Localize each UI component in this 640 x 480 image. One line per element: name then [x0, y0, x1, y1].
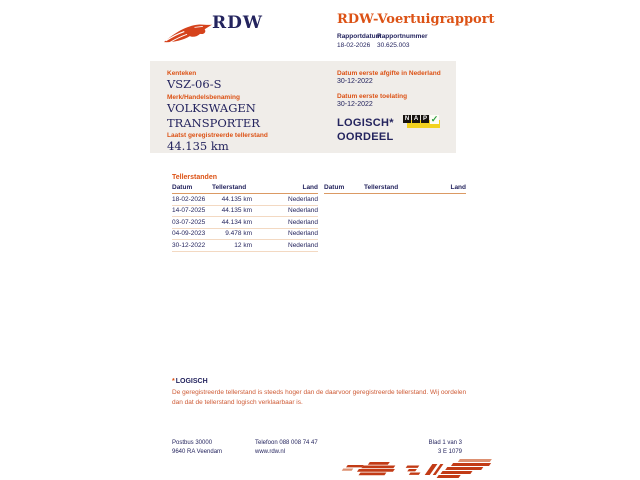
make-value-line2: TRANSPORTER — [167, 116, 260, 130]
col-header-datum: Datum — [324, 184, 345, 191]
footnote-heading — [172, 378, 208, 385]
first-issue-value: 30-12-2022 — [337, 78, 373, 85]
cell-tellerstand: 44.135 km — [221, 195, 252, 203]
cell-datum: 14-07-2025 — [172, 207, 206, 215]
make-value-line1: VOLKSWAGEN — [167, 101, 256, 115]
table-header-row — [172, 183, 318, 194]
footnote-text: De geregistreerde tellerstand is steeds hoger dan de daarvoor geregistreerde tellerstand. Wij oordelen dan dat de tellerstand logisch verklaarbaar is. — [172, 389, 467, 406]
vehicle-summary-box — [150, 61, 456, 153]
nap-letter-a: A — [413, 116, 419, 122]
footer-phone: Telefoon 088 008 74 47 — [255, 440, 318, 446]
rdw-logo-text: RDW — [212, 13, 263, 33]
verdict-line1: LOGISCH* — [337, 117, 394, 129]
nap-logo — [403, 115, 443, 133]
col-header-tellerstand: Tellerstand — [212, 184, 247, 191]
table-row — [172, 229, 318, 241]
odometer-table-right-empty — [324, 183, 466, 194]
license-plate-value: VSZ-06-S — [167, 77, 222, 91]
cell-land: Nederland — [288, 195, 318, 203]
footer-address-line1: Postbus 30000 — [172, 440, 213, 446]
report-date-value: 18-02-2026 — [337, 42, 371, 49]
cell-land: Nederland — [288, 241, 318, 249]
cell-tellerstand: 12 km — [234, 241, 252, 249]
first-admission-value: 30-12-2022 — [337, 101, 373, 108]
report-date-block — [337, 33, 381, 49]
report-title: RDW-Voertuigrapport — [337, 12, 495, 27]
verdict-line2: OORDEEL — [337, 131, 394, 143]
cell-land: Nederland — [288, 230, 318, 238]
cell-datum: 03-07-2025 — [172, 218, 206, 226]
odometer-value: 44.135 km — [167, 139, 229, 153]
odometer-table-title: Tellerstanden — [172, 174, 217, 181]
footnote-asterisk: * — [172, 378, 175, 385]
footnote-heading-text: LOGISCH — [175, 378, 208, 385]
wing-stripes-graphic — [338, 456, 493, 480]
make-label: Merk/Handelsbenaming — [167, 94, 240, 101]
first-admission-label: Datum eerste toelating — [337, 93, 408, 100]
col-header-datum: Datum — [172, 184, 193, 191]
odometer-table-left — [172, 183, 318, 252]
footer-address — [172, 439, 222, 457]
table-row — [172, 240, 318, 252]
footer-page-info — [380, 439, 462, 457]
table-header-row — [324, 183, 466, 194]
cell-datum: 30-12-2022 — [172, 241, 206, 249]
verdict-text — [337, 116, 394, 144]
odometer-label: Laatst geregistreerde tellerstand — [167, 132, 268, 139]
license-plate-label: Kenteken — [167, 70, 197, 77]
footer-address-line2: 9640 RA Veendam — [172, 449, 223, 455]
nap-letter-p: P — [422, 116, 427, 122]
col-header-land: Land — [302, 184, 318, 191]
nap-letter-n: N — [404, 116, 410, 122]
report-number-label: Rapportnummer — [377, 33, 428, 40]
report-date-label: Rapportdatum — [337, 33, 382, 40]
table-row — [172, 206, 318, 218]
cell-datum: 04-09-2023 — [172, 230, 206, 238]
col-header-land: Land — [450, 184, 466, 191]
cell-land: Nederland — [288, 218, 318, 226]
cell-tellerstand: 9.478 km — [225, 230, 252, 238]
cell-datum: 18-02-2026 — [172, 195, 206, 203]
report-number-value: 30.625.003 — [377, 42, 410, 49]
report-number-block — [377, 33, 428, 49]
footer-page-indicator: Blad 1 van 3 — [428, 440, 462, 446]
table-row — [172, 194, 318, 206]
footer-contact — [255, 439, 318, 457]
cell-tellerstand: 44.134 km — [221, 218, 252, 226]
cell-land: Nederland — [288, 207, 318, 215]
footer-form-code: 3 E 1079 — [437, 449, 462, 455]
footer-website: www.rdw.nl — [255, 449, 286, 455]
cell-tellerstand: 44.135 km — [221, 207, 252, 215]
col-header-tellerstand: Tellerstand — [364, 184, 399, 191]
rdw-logo — [163, 17, 213, 47]
first-issue-label: Datum eerste afgifte in Nederland — [337, 70, 441, 77]
table-row — [172, 217, 318, 229]
rdw-falcon-icon — [163, 17, 213, 47]
nap-checkmark-icon: ✓ — [430, 114, 439, 124]
wing-stripes-icon — [338, 456, 493, 480]
